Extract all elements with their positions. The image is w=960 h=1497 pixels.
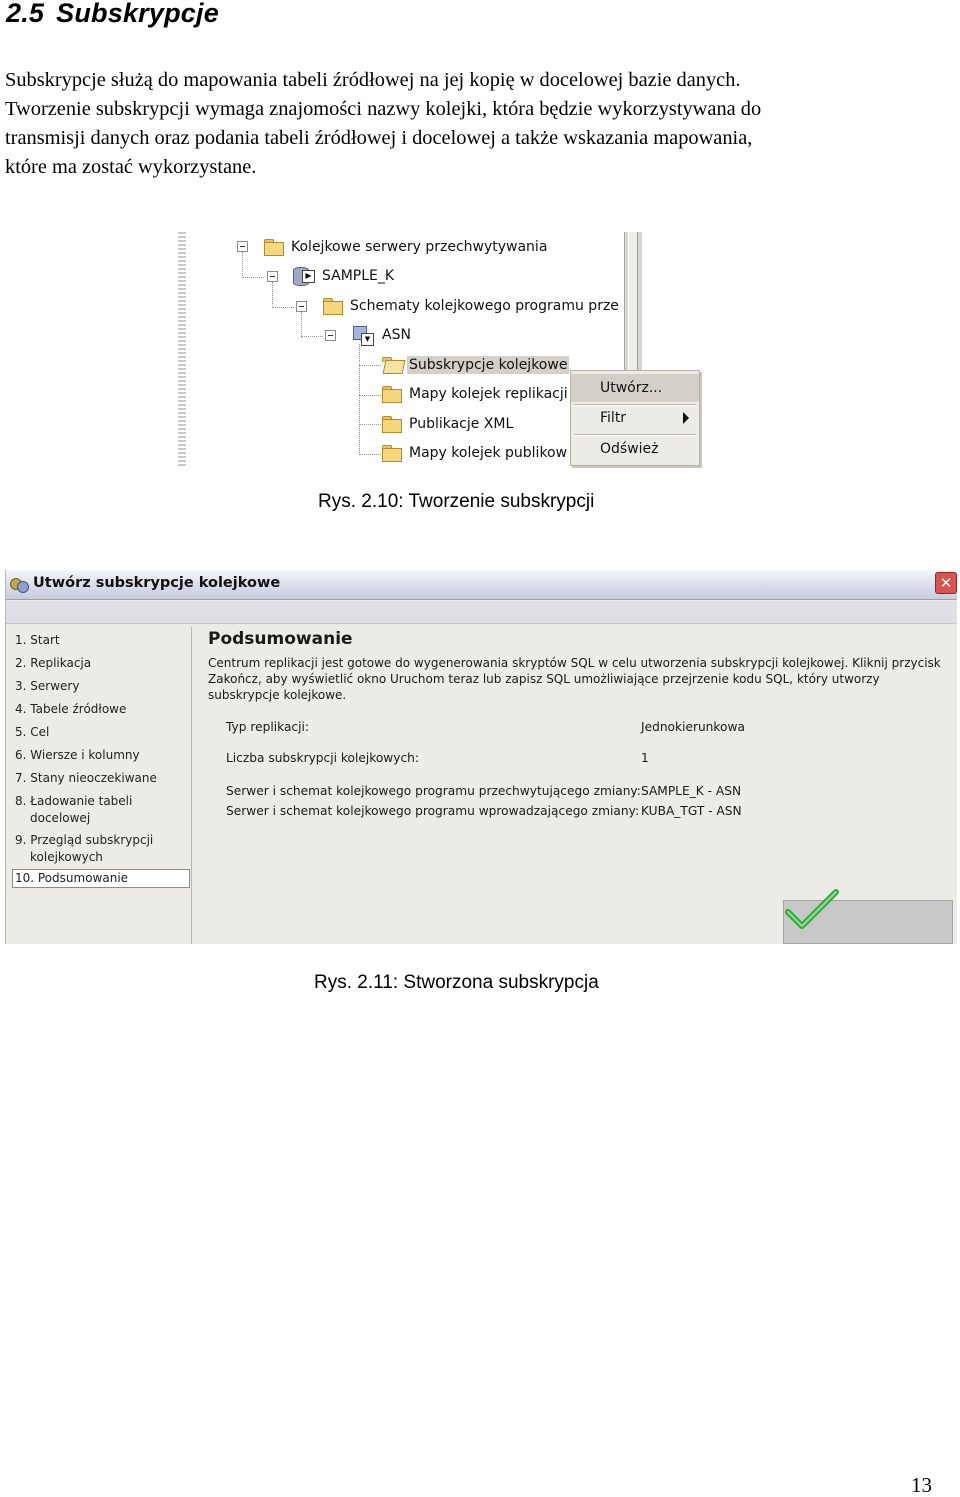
collapse-toggle-icon[interactable]	[237, 241, 248, 252]
tree-node-label: SAMPLE_K	[322, 268, 395, 284]
summary-panel	[193, 627, 957, 944]
summary-description-line: subskrypcje kolejkowe.	[208, 688, 347, 702]
figure-caption-2-11: Rys. 2.11: Stworzona subskrypcja	[314, 972, 599, 993]
tree-connector	[272, 282, 273, 308]
tree-node-queue-schemas[interactable]	[322, 294, 621, 318]
figure-tree-context-menu	[178, 232, 702, 468]
paragraph-line: które ma zostać wykorzystane.	[5, 156, 257, 178]
wizard-step-replication[interactable]: 2. Replikacja	[15, 656, 92, 670]
tree-node-queue-subscriptions[interactable]	[381, 353, 569, 377]
wizard-dialog	[5, 570, 957, 944]
collapse-toggle-icon[interactable]	[296, 301, 307, 312]
section-heading	[6, 0, 219, 29]
summary-description-line: Zakończ, aby wyświetlić okno Uruchom teraz lub zapisz SQL umożliwiające przejrzenie kodu SQL, który utworzy	[208, 672, 880, 686]
wizard-step-rows-columns[interactable]: 6. Wiersze i kolumny	[15, 748, 140, 762]
tree-node-xml-publications[interactable]	[381, 412, 515, 436]
section-number: 2.5	[6, 0, 45, 28]
summary-value-capture-server: SAMPLE_K - ASN	[641, 784, 742, 798]
paragraph-line: transmisji danych oraz podania tabeli źródłowej i docelowej a także wskazania mapowania,	[5, 127, 753, 149]
summary-description-line: Centrum replikacji jest gotowe do wygenerowania skryptów SQL w celu utworzenia subskrypcji kolejkowej. Kliknij przycisk	[208, 656, 941, 670]
menu-item-create[interactable]	[571, 374, 699, 402]
folder-icon	[263, 239, 283, 255]
wizard-step-source-tables[interactable]: 4. Tabele źródłowe	[15, 702, 127, 716]
summary-value-replication-type: Jednokierunkowa	[641, 720, 745, 734]
folder-icon	[322, 298, 342, 314]
wizard-step-target-load[interactable]: 8. Ładowanie tabeli	[15, 794, 133, 808]
menu-item-label: Utwórz...	[600, 380, 663, 396]
tree-connector	[359, 365, 381, 366]
folder-icon	[381, 445, 401, 461]
collapse-toggle-icon[interactable]	[325, 330, 336, 341]
wizard-step-unexpected-states[interactable]: 7. Stany nieoczekiwane	[15, 771, 157, 785]
context-menu	[570, 370, 700, 466]
tree-node-label: Mapy kolejek replikacji	[409, 386, 568, 402]
wizard-step-summary[interactable]: 10. Podsumowanie	[12, 869, 190, 888]
dialog-titlebar[interactable]	[6, 570, 957, 600]
folder-icon	[381, 386, 401, 402]
menu-item-label: Odśwież	[600, 441, 659, 457]
submenu-arrow-icon	[683, 412, 689, 424]
body-paragraph	[5, 66, 955, 182]
close-button[interactable]	[935, 572, 957, 594]
section-title: Subskrypcje	[56, 0, 219, 28]
tree-node-asn[interactable]	[352, 323, 413, 347]
tree-node-label: Publikacje XML	[409, 416, 514, 432]
tree-node-label: Kolejkowe serwery przechwytywania	[291, 239, 548, 255]
tree-border	[178, 232, 186, 468]
database-server-icon	[292, 266, 314, 286]
tree-node-label: Mapy kolejek publikow	[409, 445, 568, 461]
tree-node-label: ASN	[382, 327, 411, 343]
tree-connector	[242, 252, 243, 278]
summary-label-apply-server: Serwer i schemat kolejkowego programu wprowadzającego zmiany:	[226, 804, 640, 818]
paragraph-line: Subskrypcje służą do mapowania tabeli źródłowej na jej kopię w docelowej bazie danych.	[5, 69, 741, 91]
summary-label-subscription-count: Liczba subskrypcji kolejkowych:	[226, 751, 420, 765]
tree-node-label: Subskrypcje kolejkowe	[409, 357, 568, 373]
menu-item-label: Filtr	[600, 410, 627, 426]
summary-value-subscription-count: 1	[641, 751, 649, 765]
close-icon: ✕	[939, 574, 953, 592]
wizard-steps-list	[9, 627, 192, 944]
menu-item-refresh[interactable]	[571, 435, 699, 463]
tree-connector	[359, 344, 360, 455]
menu-item-filter[interactable]	[571, 404, 699, 432]
wizard-step-target[interactable]: 5. Cel	[15, 725, 50, 739]
wizard-step-review[interactable]: 9. Przegląd subskrypcji	[15, 833, 154, 847]
summary-label-capture-server: Serwer i schemat kolejkowego programu przechwytującego zmiany:	[226, 784, 641, 798]
open-folder-icon	[381, 357, 401, 373]
dialog-header-band	[6, 601, 957, 624]
summary-label-replication-type: Typ replikacji:	[226, 720, 310, 734]
tree-connector	[359, 424, 381, 425]
wizard-step-servers[interactable]: 3. Serwery	[15, 679, 80, 693]
page-number: 13	[911, 1473, 932, 1497]
summary-title: Podsumowanie	[208, 629, 353, 649]
tree-connector	[272, 307, 294, 308]
checkmark-icon	[784, 888, 840, 932]
tree-connector	[359, 395, 381, 396]
replication-app-icon	[10, 576, 28, 592]
summary-value-apply-server: KUBA_TGT - ASN	[641, 804, 742, 818]
figure-caption-2-10: Rys. 2.10: Tworzenie subskrypcji	[318, 491, 595, 512]
folder-icon	[381, 416, 401, 432]
tree-node-replication-queue-maps[interactable]	[381, 382, 570, 406]
tree-connector	[301, 312, 302, 338]
tree-connector	[242, 277, 264, 278]
tree-node-label: Schematy kolejkowego programu prze	[350, 298, 619, 314]
tree-node-capture-servers[interactable]	[263, 235, 549, 259]
summary-description	[208, 655, 948, 703]
wizard-step-start[interactable]: 1. Start	[15, 633, 60, 647]
tree-connector	[359, 454, 381, 455]
dialog-title: Utwórz subskrypcje kolejkowe	[33, 575, 281, 591]
wizard-step-target-load-cont[interactable]: docelowej	[30, 811, 91, 825]
paragraph-line: Tworzenie subskrypcji wymaga znajomości nazwy kolejki, która będzie wykorzystywana do	[5, 98, 762, 120]
tree-node-publishing-queue-maps[interactable]	[381, 441, 569, 465]
collapse-toggle-icon[interactable]	[267, 271, 278, 282]
tree-connector	[301, 336, 323, 337]
tree-node-sample-k[interactable]	[292, 264, 396, 288]
wizard-step-review-cont[interactable]: kolejkowych	[30, 850, 103, 864]
schema-icon	[352, 325, 374, 345]
